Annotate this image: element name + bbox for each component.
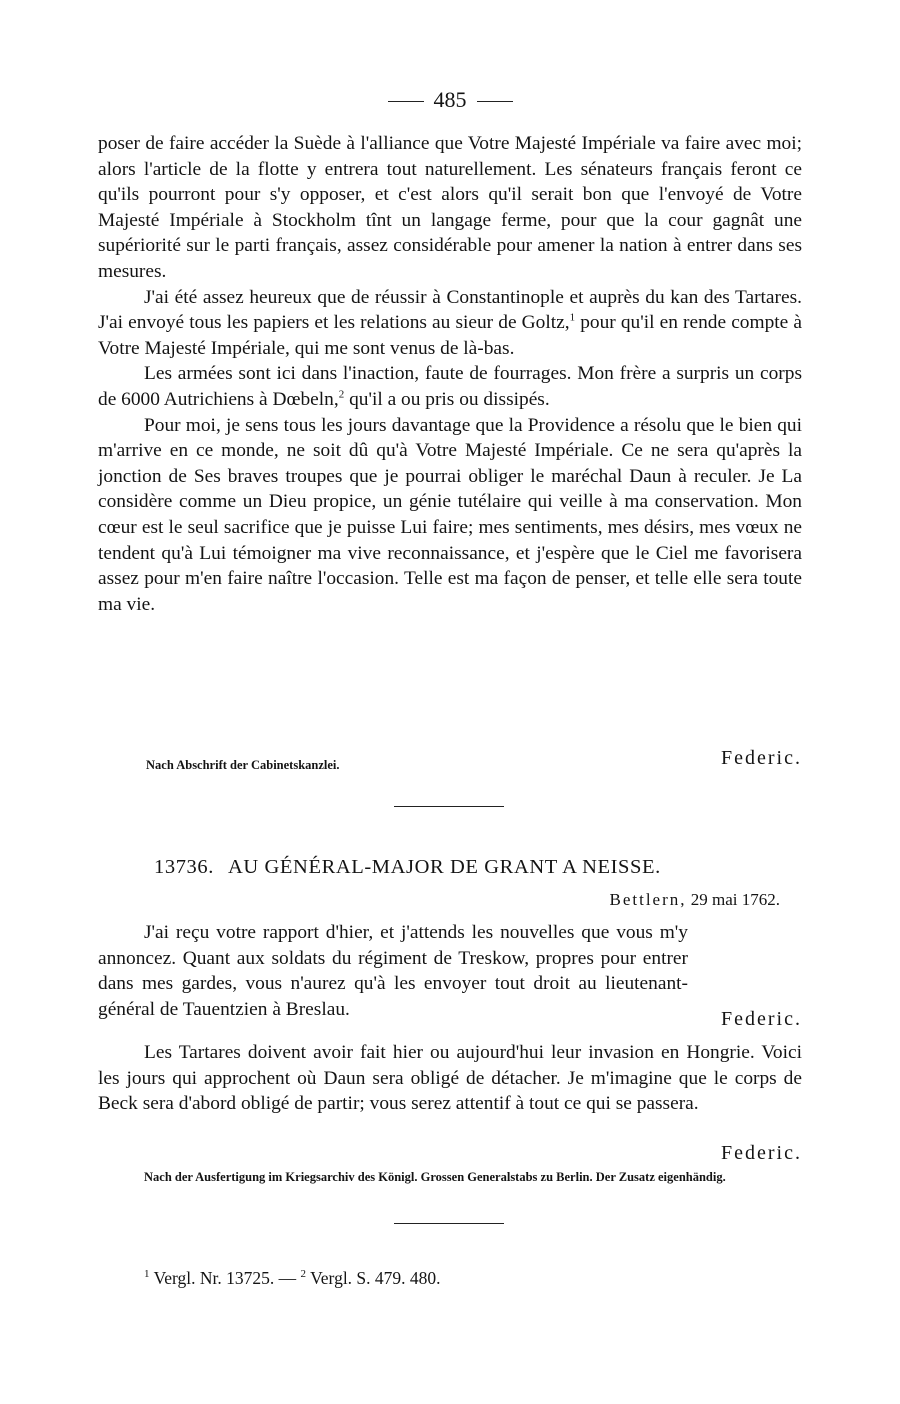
footnote-marker-1: 1 xyxy=(144,1268,150,1281)
footnote-1: Vergl. Nr. 13725. — xyxy=(153,1268,297,1288)
letter-1-source-note: Nach Abschrift der Cabinetskanzlei. xyxy=(146,758,340,772)
letter-1-paragraph-1: poser de faire accéder la Suède à l'alliance que Votre Majesté Impériale va faire avec moi; alors l'article de la flotte y entrera tout naturellement. Les sénateurs français feront ce qu'ils pourront pour s'y opposer, et c'est alors qu'il serait bon que l'envoyé de Votre Majesté Impériale à Stockholm tînt un langage ferme, pour que la cour gagnât une supériorité sur le parti français, assez considérable pour amener la nation à entrer dans ses mesures. xyxy=(98,133,802,282)
letter-2-place: Bettlern, xyxy=(609,890,687,909)
letter-1-body xyxy=(98,131,802,617)
letter-1-paragraph-4: Pour moi, je sens tous les jours davantage que la Providence a résolu que le bien qui m'arrive en ce monde, ne soit dû qu'à Votre Majesté Impériale. Ce ne sera qu'après la jonction de Ses braves troupes que je pourrai obliger le maréchal Daun à reculer. Je La considère comme un Dieu propice, un génie tutélaire qui veille à ma conservation. Mon cœur est le seul sacrifice que je puisse Lui faire; mes sentiments, mes désirs, mes vœux ne tendent qu'à Lui témoigner ma vive reconnaissance, et j'espère que le Ciel me favorisera assez pour m'en faire naître l'occasion. Telle est ma façon de penser, et telle elle sera toute ma vie. xyxy=(98,414,802,615)
page-number-dash-left xyxy=(388,101,424,102)
letter-2-source-note: Nach der Ausfertigung im Kriegsarchiv des Königl. Grossen Generalstabs zu Berlin. Der Zusatz eigenhändig. xyxy=(144,1170,726,1184)
letter-1-paragraph-2-text: J'ai été assez heureux que de réussir à Constantinople et auprès du kan des Tartares. J'ai envoyé tous les papiers et les relations au sieur de Goltz,$^1$ pour qu'il en rende compte à Votre Majesté Impériale, qui me sont venus de là-bas. xyxy=(98,286,802,359)
letter-2-paragraph-2: Les Tartares doivent avoir fait hier ou aujourd'hui leur invasion en Hongrie. Voici les jours qui approchent où Daun sera obligé de détacher. Je m'imagine que le corps de Beck sera d'abord obligé de partir; vous serez attentif à tout ce qui se passera. xyxy=(98,1042,802,1115)
letter-2-title: AU GÉNÉRAL-MAJOR DE GRANT A NEISSE. xyxy=(227,856,661,878)
page-number-text: 485 xyxy=(433,87,467,112)
letter-1-signature: Federic. xyxy=(721,747,802,769)
letter-2-dateline xyxy=(609,890,780,910)
footnote-2: Vergl. S. 479. 480. xyxy=(310,1268,441,1288)
letter-2-number: 13736. xyxy=(154,856,214,878)
page-number-dash-right xyxy=(477,101,513,102)
letter-2-paragraph-1: J'ai reçu votre rapport d'hier, et j'attends les nouvelles que vous m'y annoncez. Quant aux soldats du régiment de Treskow, propres pour entrer dans mes gardes, vous n'aurez qu'à les envoyer tout droit au lieutenant-général de Tauentzien à Breslau. xyxy=(98,922,688,1020)
letter-2-signature-1: Federic. xyxy=(721,1008,802,1030)
letter-2-heading xyxy=(154,856,661,879)
section-divider-1 xyxy=(394,806,504,807)
footnotes xyxy=(144,1268,441,1289)
footnote-ref-2: 2 xyxy=(338,388,345,401)
footnote-ref-1: 1 xyxy=(569,311,576,324)
letter-2-signature-2: Federic. xyxy=(721,1142,802,1164)
section-divider-2 xyxy=(394,1223,504,1224)
letter-1-paragraph-3: Les armées sont ici dans l'inaction, faute de fourrages. Mon frère a surpris un corps de 6000 Autrichiens à Dœbeln,$^2$ qu'il a ou pris ou dissipés. xyxy=(98,363,802,410)
footnote-marker-2: 2 xyxy=(300,1268,307,1281)
letter-1-paragraph-2 xyxy=(98,285,802,362)
page-number xyxy=(0,86,900,114)
letter-2-postscript xyxy=(98,1040,802,1117)
letter-2-date: 29 mai 1762. xyxy=(690,890,780,909)
